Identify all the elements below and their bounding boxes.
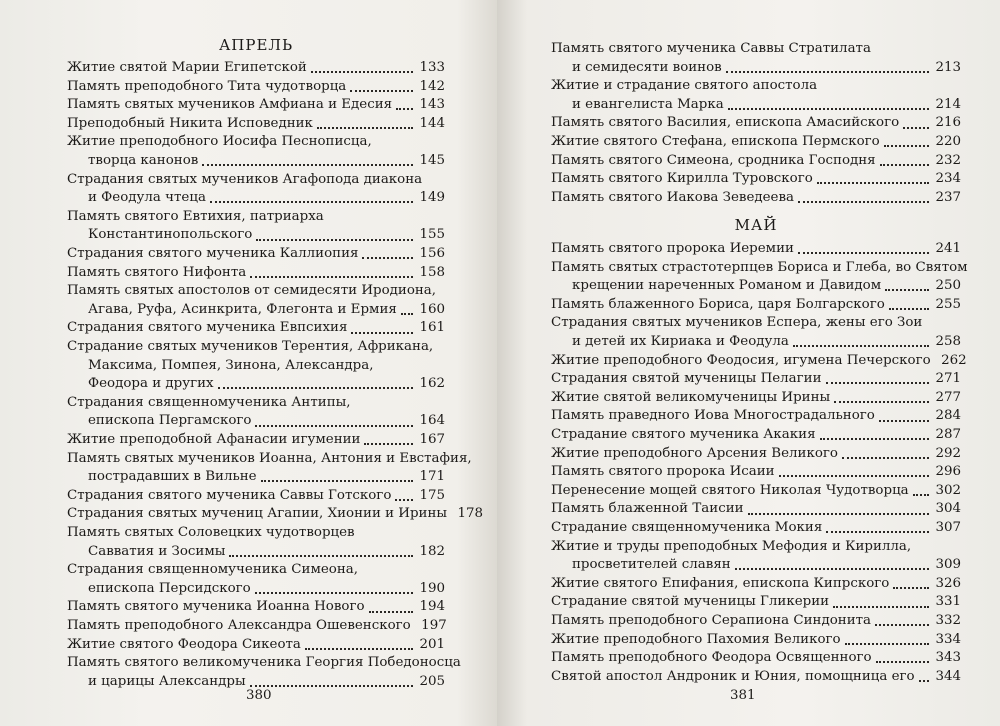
toc-page-number: 241 — [935, 241, 961, 256]
toc-entry-title: Феодора и других — [88, 376, 214, 392]
dot-leader — [317, 117, 413, 129]
toc-entry-line — [67, 561, 445, 580]
toc-entry — [67, 208, 445, 245]
dot-leader — [726, 61, 929, 73]
toc-page-number: 258 — [935, 333, 961, 349]
toc-page-number: 216 — [935, 115, 961, 131]
toc-entry-line — [67, 468, 445, 487]
toc-entry — [551, 133, 961, 152]
toc-page-number: 331 — [935, 594, 961, 610]
toc-entry-title: Память святого пророка Исаии — [551, 464, 775, 480]
toc-entry-line — [551, 407, 961, 426]
dot-leader — [913, 484, 929, 496]
toc-entry — [67, 617, 445, 636]
dot-leader — [250, 675, 413, 687]
toc-entry — [551, 240, 961, 259]
dot-leader — [834, 391, 929, 403]
toc-entry-line — [67, 654, 461, 673]
toc-entry-line — [67, 208, 445, 227]
toc-entry-line — [67, 282, 445, 301]
toc-entry-title: и детей их Кириака и Феодула — [572, 333, 789, 349]
toc-page-number: 332 — [935, 613, 961, 628]
toc-entry-line — [551, 389, 961, 408]
toc-entry — [551, 152, 961, 171]
toc-entry-line — [551, 352, 967, 371]
toc-entry-title: Память святого Иакова Зеведеева — [551, 189, 794, 205]
toc-entry-line — [67, 59, 445, 78]
toc-entry-title: Житие святого Феодора Сикеота — [67, 636, 301, 652]
dot-leader — [903, 117, 929, 129]
toc-entry — [551, 463, 961, 482]
toc-entry-title: Житие и труды преподобных Мефодия и Кирилла, — [551, 538, 912, 554]
toc-entry-title: Страдания святой мученицы Пелагии — [551, 371, 822, 387]
dot-leader — [250, 266, 413, 278]
toc-entry-title: Память святого Нифонта — [67, 264, 247, 280]
toc-page-number: 309 — [935, 557, 961, 573]
toc-entry — [551, 631, 961, 650]
toc-entry — [551, 612, 961, 631]
toc-entry-title: Память святых страстотерпцев Бориса и Глеба, во Святом — [551, 259, 968, 275]
toc-entry — [67, 654, 461, 691]
toc-entry-title: Перенесение мощей святого Николая Чудотворца — [551, 482, 909, 498]
dot-leader — [311, 61, 413, 73]
toc-page-number: 304 — [935, 501, 961, 517]
toc-entry — [551, 500, 961, 519]
toc-entry — [551, 114, 961, 133]
toc-entry — [67, 282, 445, 319]
toc-entry-title: и семидесяти воинов — [572, 59, 722, 75]
toc-entry — [551, 426, 961, 445]
toc-entry — [67, 505, 484, 524]
dot-leader — [364, 433, 413, 445]
toc-entry — [67, 450, 472, 487]
dot-leader — [728, 98, 929, 110]
dot-leader — [255, 582, 413, 594]
toc-entry-line — [67, 450, 472, 469]
toc-entry-title: Страдания святого мученика Саввы Готского — [67, 487, 392, 503]
dot-leader — [793, 335, 929, 347]
dot-leader — [218, 377, 413, 389]
toc-page-number: 292 — [935, 445, 961, 461]
toc-entry-title: епископа Персидского — [88, 580, 251, 596]
toc-entry-title: Память преподобного Серапиона Синдонита — [551, 613, 872, 628]
dot-leader — [362, 247, 413, 259]
toc-entry-line — [551, 575, 961, 594]
toc-page-number: 307 — [935, 520, 961, 535]
toc-entry-title: Житие святого Епифания, епископа Кипрского — [551, 575, 890, 591]
dot-leader — [261, 470, 413, 482]
dot-leader — [779, 465, 929, 477]
toc-entry-title: Константинопольского — [88, 227, 253, 243]
dot-leader — [842, 447, 929, 459]
toc-entry — [67, 115, 445, 134]
toc-page-number: 167 — [419, 432, 445, 447]
toc-entry-line — [551, 77, 961, 96]
left-page — [0, 0, 497, 726]
toc-entry-title: Святой апостол Андроник и Юния, помощница его — [551, 668, 915, 684]
toc-entry — [67, 487, 445, 506]
dot-leader — [351, 322, 413, 334]
toc-entry-line — [67, 338, 445, 357]
toc-entry-line — [551, 333, 961, 352]
toc-entry-title: Память святого мученика Саввы Стратилата — [551, 41, 871, 56]
toc-page-number: 326 — [935, 575, 961, 591]
dot-leader — [845, 633, 929, 645]
toc-entry-line — [67, 78, 445, 97]
toc-entry-line — [551, 240, 961, 259]
toc-entry — [67, 133, 445, 170]
dot-leader — [826, 521, 929, 533]
toc-page-number: 262 — [941, 352, 967, 368]
toc-entry — [551, 352, 967, 371]
toc-page-number: 182 — [419, 543, 445, 559]
toc-page-number: 160 — [419, 301, 445, 317]
toc-entry-title: Память святого Василия, епископа Амасийского — [551, 115, 900, 131]
toc-entry-line — [67, 245, 445, 264]
toc-entry-line — [551, 59, 961, 78]
toc-entry-title: Житие и страдание святого апостола — [551, 78, 818, 94]
toc-entry-title: Страдание священномученика Мокия — [551, 520, 823, 535]
toc-page-number: 232 — [935, 152, 961, 168]
dot-leader — [875, 614, 929, 626]
toc-entry-line — [67, 617, 445, 636]
toc-page-number: 156 — [419, 246, 445, 261]
toc-entry — [67, 431, 445, 450]
toc-entry — [67, 561, 445, 598]
toc-entry-line — [551, 500, 961, 519]
toc-entry-line — [67, 636, 445, 655]
toc-entry-title: Память блаженного Бориса, царя Болгарского — [551, 296, 885, 312]
toc-entry — [67, 78, 445, 97]
toc-entry-line — [551, 259, 968, 278]
toc-entry-line — [67, 226, 445, 245]
toc-entry-title: Преподобный Никита Исповедник — [67, 115, 313, 131]
toc-entry — [551, 77, 961, 114]
toc-entry-line — [551, 133, 961, 152]
toc-entry-title: Житие преподобного Феодосия, игумена Печерского — [551, 352, 931, 368]
toc-entry-line — [67, 487, 445, 506]
toc-page-number: 197 — [421, 618, 447, 633]
toc-page-number: 171 — [419, 469, 445, 485]
toc-page-number: 237 — [935, 189, 961, 205]
dot-leader — [880, 154, 929, 166]
toc-page-number: 271 — [935, 371, 961, 387]
toc-entry-title: Страдания святых мучениц Агапии, Хионии и Ирины — [67, 506, 448, 522]
dot-leader — [210, 191, 413, 203]
toc-entry — [551, 575, 961, 594]
toc-entry-line — [67, 375, 445, 394]
toc-entry-title: пострадавших в Вильне — [88, 469, 257, 485]
toc-entry-title: Память святого мученика Иоанна Нового — [67, 599, 365, 615]
toc-entry-title: Память блаженной Таисии — [551, 501, 744, 517]
dot-leader — [919, 670, 929, 682]
toc-entry-line — [67, 598, 445, 617]
toc-page-number: 255 — [935, 296, 961, 312]
toc-page-number: 155 — [419, 227, 445, 243]
toc-entry-line — [551, 370, 961, 389]
toc-page-number: 133 — [419, 60, 445, 75]
toc-entry — [67, 598, 445, 617]
toc-page-number: 250 — [935, 278, 961, 294]
toc-page-number: 277 — [935, 389, 961, 405]
toc-entry-title: епископа Пергамского — [88, 413, 252, 429]
toc-entry-title: Страдания священномученика Антипы, — [67, 394, 351, 410]
toc-entry — [551, 314, 961, 351]
toc-entry — [67, 264, 445, 283]
toc-entry-title: Житие святой великомученицы Ирины — [551, 389, 831, 405]
toc-page-number: 190 — [419, 580, 445, 596]
toc-entry-line — [67, 580, 445, 599]
toc-entry — [551, 370, 961, 389]
dot-leader — [305, 638, 413, 650]
toc-entry-line — [67, 394, 445, 413]
toc-entry-line — [551, 189, 961, 208]
dot-leader — [735, 558, 929, 570]
toc-entry — [67, 319, 445, 338]
toc-page-number: 334 — [935, 631, 961, 647]
toc-entry-title: Страдания святых мучеников Еспера, жены его Зои — [551, 315, 923, 331]
toc-entry-title: Память святых апостолов от семидесяти Иродиона, — [67, 283, 437, 299]
dot-leader — [889, 298, 929, 310]
right-page — [497, 0, 1000, 726]
toc-entry-title: Житие святой Марии Египетской — [67, 60, 307, 75]
toc-entry-title: Житие преподобного Пахомия Великого — [551, 631, 841, 647]
toc-page-number: 214 — [935, 96, 961, 112]
toc-entry — [551, 668, 961, 687]
dot-leader — [229, 545, 413, 557]
toc-entry-line — [67, 96, 445, 115]
toc-entry-title: Память святого великомученика Георгия Победоносца — [67, 655, 461, 671]
toc-entry-title: и евангелиста Марка — [572, 96, 724, 112]
section-title-may: МАЙ — [734, 216, 778, 234]
toc-entry-line — [551, 538, 961, 557]
toc-entry — [67, 338, 445, 394]
toc-entry — [551, 407, 961, 426]
toc-entry-title: Память святого Евтихия, патриарха — [67, 208, 324, 224]
section-title-april: АПРЕЛЬ — [218, 36, 294, 54]
toc-entry-line — [551, 556, 961, 575]
dot-leader — [879, 410, 929, 422]
toc-entry-line — [551, 649, 961, 668]
toc-entry — [551, 189, 961, 208]
toc-entry-title: и царицы Александры — [88, 673, 246, 689]
toc-entry-title: Страдания святого мученика Евпсихия — [67, 320, 348, 336]
toc-page-number: 145 — [419, 152, 445, 168]
toc-entry-title: Житие святого Стефана, епископа Пермского — [551, 134, 880, 149]
toc-entry-title: Страдания священномученика Симеона, — [67, 562, 359, 578]
dot-leader — [396, 98, 413, 110]
toc-entry-line — [67, 319, 445, 338]
toc-entry-line — [67, 189, 445, 208]
toc-page-number: 284 — [935, 408, 961, 424]
toc-entry-title: Память преподобного Феодора Освященного — [551, 650, 872, 666]
toc-entry-line — [551, 482, 961, 501]
toc-entry-line — [67, 524, 445, 543]
toc-entry-line — [67, 431, 445, 450]
dot-leader — [893, 577, 929, 589]
dot-leader — [820, 428, 929, 440]
toc-entry-title: Память святого Симеона, сродника Господня — [551, 152, 876, 168]
toc-entry — [67, 394, 445, 431]
toc-entry-title: Страдание святого мученика Акакия — [551, 427, 816, 442]
toc-page-number: 205 — [419, 673, 445, 689]
toc-page-number: 201 — [419, 636, 445, 652]
toc-entry — [551, 649, 961, 668]
toc-page-number: 234 — [935, 171, 961, 187]
toc-entry-title: крещении нареченных Романом и Давидом — [572, 278, 882, 294]
toc-entry-line — [551, 114, 961, 133]
dot-leader — [833, 596, 929, 608]
toc-entry-line — [67, 152, 445, 171]
toc-entry-line — [67, 505, 484, 524]
toc-entry-line — [551, 631, 961, 650]
toc-entry — [67, 59, 445, 78]
toc-entry-title: Память преподобного Тита чудотворца — [67, 78, 347, 94]
toc-entry — [551, 538, 961, 575]
toc-entry-title: Максима, Помпея, Зинона, Александра, — [88, 357, 374, 373]
toc-page-number: 220 — [935, 134, 961, 149]
toc-entry-title: просветителей славян — [572, 557, 731, 573]
toc-entry-title: Житие преподобного Арсения Великого — [551, 445, 838, 461]
toc-entry-line — [551, 40, 961, 59]
toc-page-number: 158 — [419, 264, 445, 280]
toc-page-number: 194 — [419, 599, 445, 615]
toc-page-number: 344 — [935, 668, 961, 684]
toc-entry-title: и Феодула чтеца — [88, 190, 206, 206]
toc-page-number: 302 — [935, 482, 961, 498]
toc-entry — [551, 259, 968, 296]
toc-page-number: 162 — [419, 376, 445, 392]
dot-leader — [817, 172, 929, 184]
toc-entry-title: Савватия и Зосимы — [88, 543, 226, 559]
page-number-left: 380 — [246, 688, 272, 703]
dot-leader — [350, 80, 413, 92]
toc-entry-line — [551, 152, 961, 171]
toc-page-number: 213 — [935, 59, 961, 75]
toc-entry-title: Страдание святой мученицы Гликерии — [551, 594, 830, 610]
toc-entry-title: Страдание святых мучеников Терентия, Африкана, — [67, 339, 434, 354]
toc-page-number: 343 — [935, 650, 961, 666]
toc-entry-title: Страдания святого мученика Каллиопия — [67, 246, 359, 261]
toc-page-number: 142 — [419, 78, 445, 94]
toc-entry-title: Память святого пророка Иеремии — [551, 241, 794, 256]
toc-entry — [551, 519, 961, 538]
toc-entry-line — [67, 412, 445, 431]
toc-entry — [67, 245, 445, 264]
dot-leader — [369, 601, 413, 613]
toc-entry-line — [67, 264, 445, 283]
toc-page-number: 144 — [419, 115, 445, 131]
toc-entry-line — [551, 463, 961, 482]
toc-entry-line — [551, 445, 961, 464]
toc-page-number: 149 — [419, 190, 445, 206]
toc-entry-title: Страдания святых мучеников Агафопода диакона — [67, 171, 423, 187]
toc-entry-title: Агава, Руфа, Асинкрита, Флегонта и Ермия — [88, 301, 397, 317]
toc-entry-line — [551, 593, 961, 612]
toc-entry — [551, 170, 961, 189]
dot-leader — [395, 489, 413, 501]
toc-entry — [67, 171, 445, 208]
toc-entry — [551, 389, 961, 408]
toc-entry-line — [551, 296, 961, 315]
toc-entry-title: Память преподобного Александра Ошевенского — [67, 618, 411, 633]
toc-entry-line — [551, 519, 961, 538]
toc-entry-title: Житие преподобного Иосифа Песнописца, — [67, 134, 372, 150]
dot-leader — [876, 651, 929, 663]
toc-entry-line — [551, 96, 961, 115]
dot-leader — [256, 229, 413, 241]
dot-leader — [885, 279, 929, 291]
dot-leader — [401, 303, 413, 315]
toc-entry-title: Память святых мучеников Иоанна, Антония и Евстафия, — [67, 450, 472, 466]
toc-page-number: 161 — [419, 320, 445, 336]
toc-entry-title: Память святых мучеников Амфиана и Едесия — [67, 97, 393, 113]
toc-entry-title: творца канонов — [88, 152, 199, 168]
toc-entry — [67, 96, 445, 115]
toc-entry-title: Память праведного Иова Многострадального — [551, 408, 875, 424]
toc-entry — [551, 296, 961, 315]
toc-entry-line — [551, 668, 961, 687]
dot-leader — [826, 372, 929, 384]
toc-page-number: 178 — [457, 506, 484, 522]
dot-leader — [884, 135, 929, 147]
toc-page-number: 143 — [419, 97, 445, 113]
toc-entry-line — [551, 426, 961, 445]
toc-entry-line — [67, 133, 445, 152]
toc-page-number: 164 — [419, 413, 445, 429]
toc-page-number: 287 — [935, 427, 961, 442]
toc-page-number: 175 — [419, 487, 445, 503]
dot-leader — [255, 415, 413, 427]
toc-entry — [551, 445, 961, 464]
toc-entry — [551, 40, 961, 77]
dot-leader — [748, 503, 929, 515]
toc-entry-line — [551, 612, 961, 631]
toc-entry-title: Житие преподобной Афанасии игумении — [67, 432, 361, 447]
toc-entry — [551, 482, 961, 501]
toc-entry-line — [67, 301, 445, 320]
toc-entry-line — [67, 543, 445, 562]
toc-page-number: 296 — [935, 464, 961, 480]
toc-entry-line — [67, 357, 445, 376]
toc-entry-title: Память святых Соловецких чудотворцев — [67, 525, 355, 540]
toc-entry — [67, 524, 445, 561]
dot-leader — [798, 191, 929, 203]
page-number-right: 381 — [730, 688, 756, 703]
toc-entry-line — [67, 171, 445, 190]
toc-entry — [551, 593, 961, 612]
dot-leader — [202, 154, 413, 166]
toc-entry-line — [67, 115, 445, 134]
toc-entry-line — [551, 314, 961, 333]
toc-entry-line — [551, 170, 961, 189]
toc-entry-title: Память святого Кирилла Туровского — [551, 171, 813, 187]
toc-entry-line — [551, 277, 961, 296]
toc-entry — [67, 636, 445, 655]
dot-leader — [798, 242, 929, 254]
